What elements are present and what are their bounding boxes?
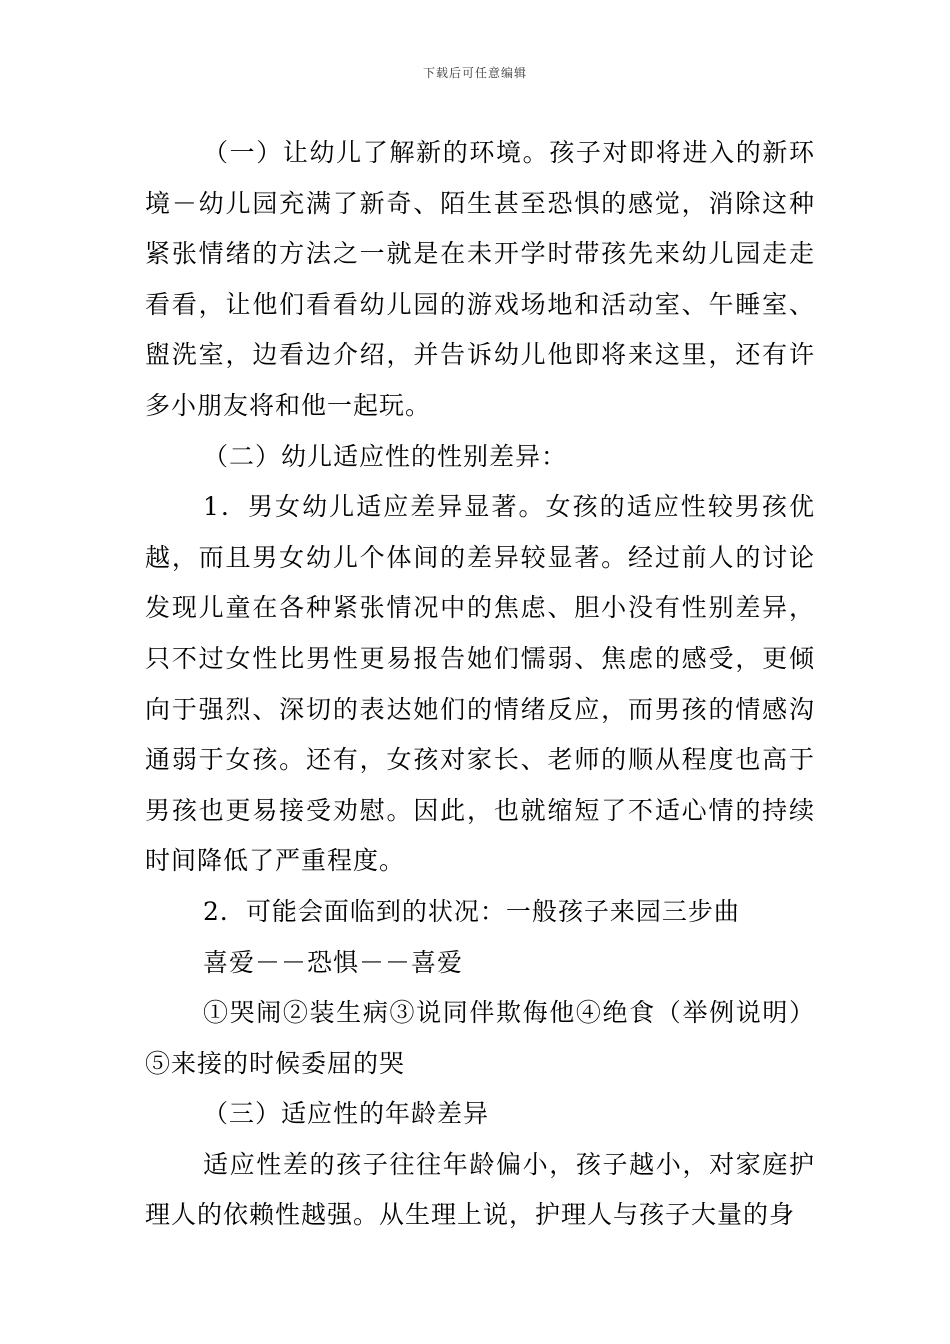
paragraph-three-steps: 喜爱－－恐惧－－喜爱 [203, 947, 464, 977]
page-header: 下载后可任意编辑 [422, 66, 527, 80]
paragraph-possible-situations: 2．可能会面临到的状况：一般孩子来园三步曲 [203, 896, 740, 926]
paragraph-behavior-list: ①哭闹②装生病③说同伴欺侮他④绝食（举例说明）⑤来接的时候委屈的哭 [145, 998, 815, 1078]
section-heading-gender: （二）幼儿适应性的性别差异： [203, 441, 568, 471]
document-body [145, 128, 815, 1241]
paragraph-environment: （一）让幼儿了解新的环境。孩子对即将进入的新环境－幼儿园充满了新奇、陌生甚至恐惧的感觉，消除这种紧张情绪的方法之一就是在未开学时带孩先来幼儿园走走看看，让他们看看幼儿园的游戏场地和活动室、午睡室、盥洗室，边看边介绍，并告诉幼儿他即将来这里，还有许多小朋友将和他一起玩。 [145, 138, 815, 420]
paragraph-age-difference: 适应性差的孩子往往年龄偏小，孩子越小，对家庭护理人的依赖性越强。从生理上说，护理人与孩子大量的身 [145, 1149, 815, 1230]
section-heading-age: （三）适应性的年龄差异 [203, 1099, 490, 1129]
paragraph-gender-difference: 1．男女幼儿适应差异显著。女孩的适应性较男孩优越，而且男女幼儿个体间的差异较显著。经过前人的讨论发现儿童在各种紧张情况中的焦虑、胆小没有性别差异，只不过女性比男性更易报告她们懦弱、焦虑的感受，更倾向于强烈、深切的表达她们的情绪反应，而男孩的情感沟通弱于女孩。还有，女孩对家长、老师的顺从程度也高于男孩也更易接受劝慰。因此，也就缩短了不适心情的持续时间降低了严重程度。 [145, 492, 815, 876]
